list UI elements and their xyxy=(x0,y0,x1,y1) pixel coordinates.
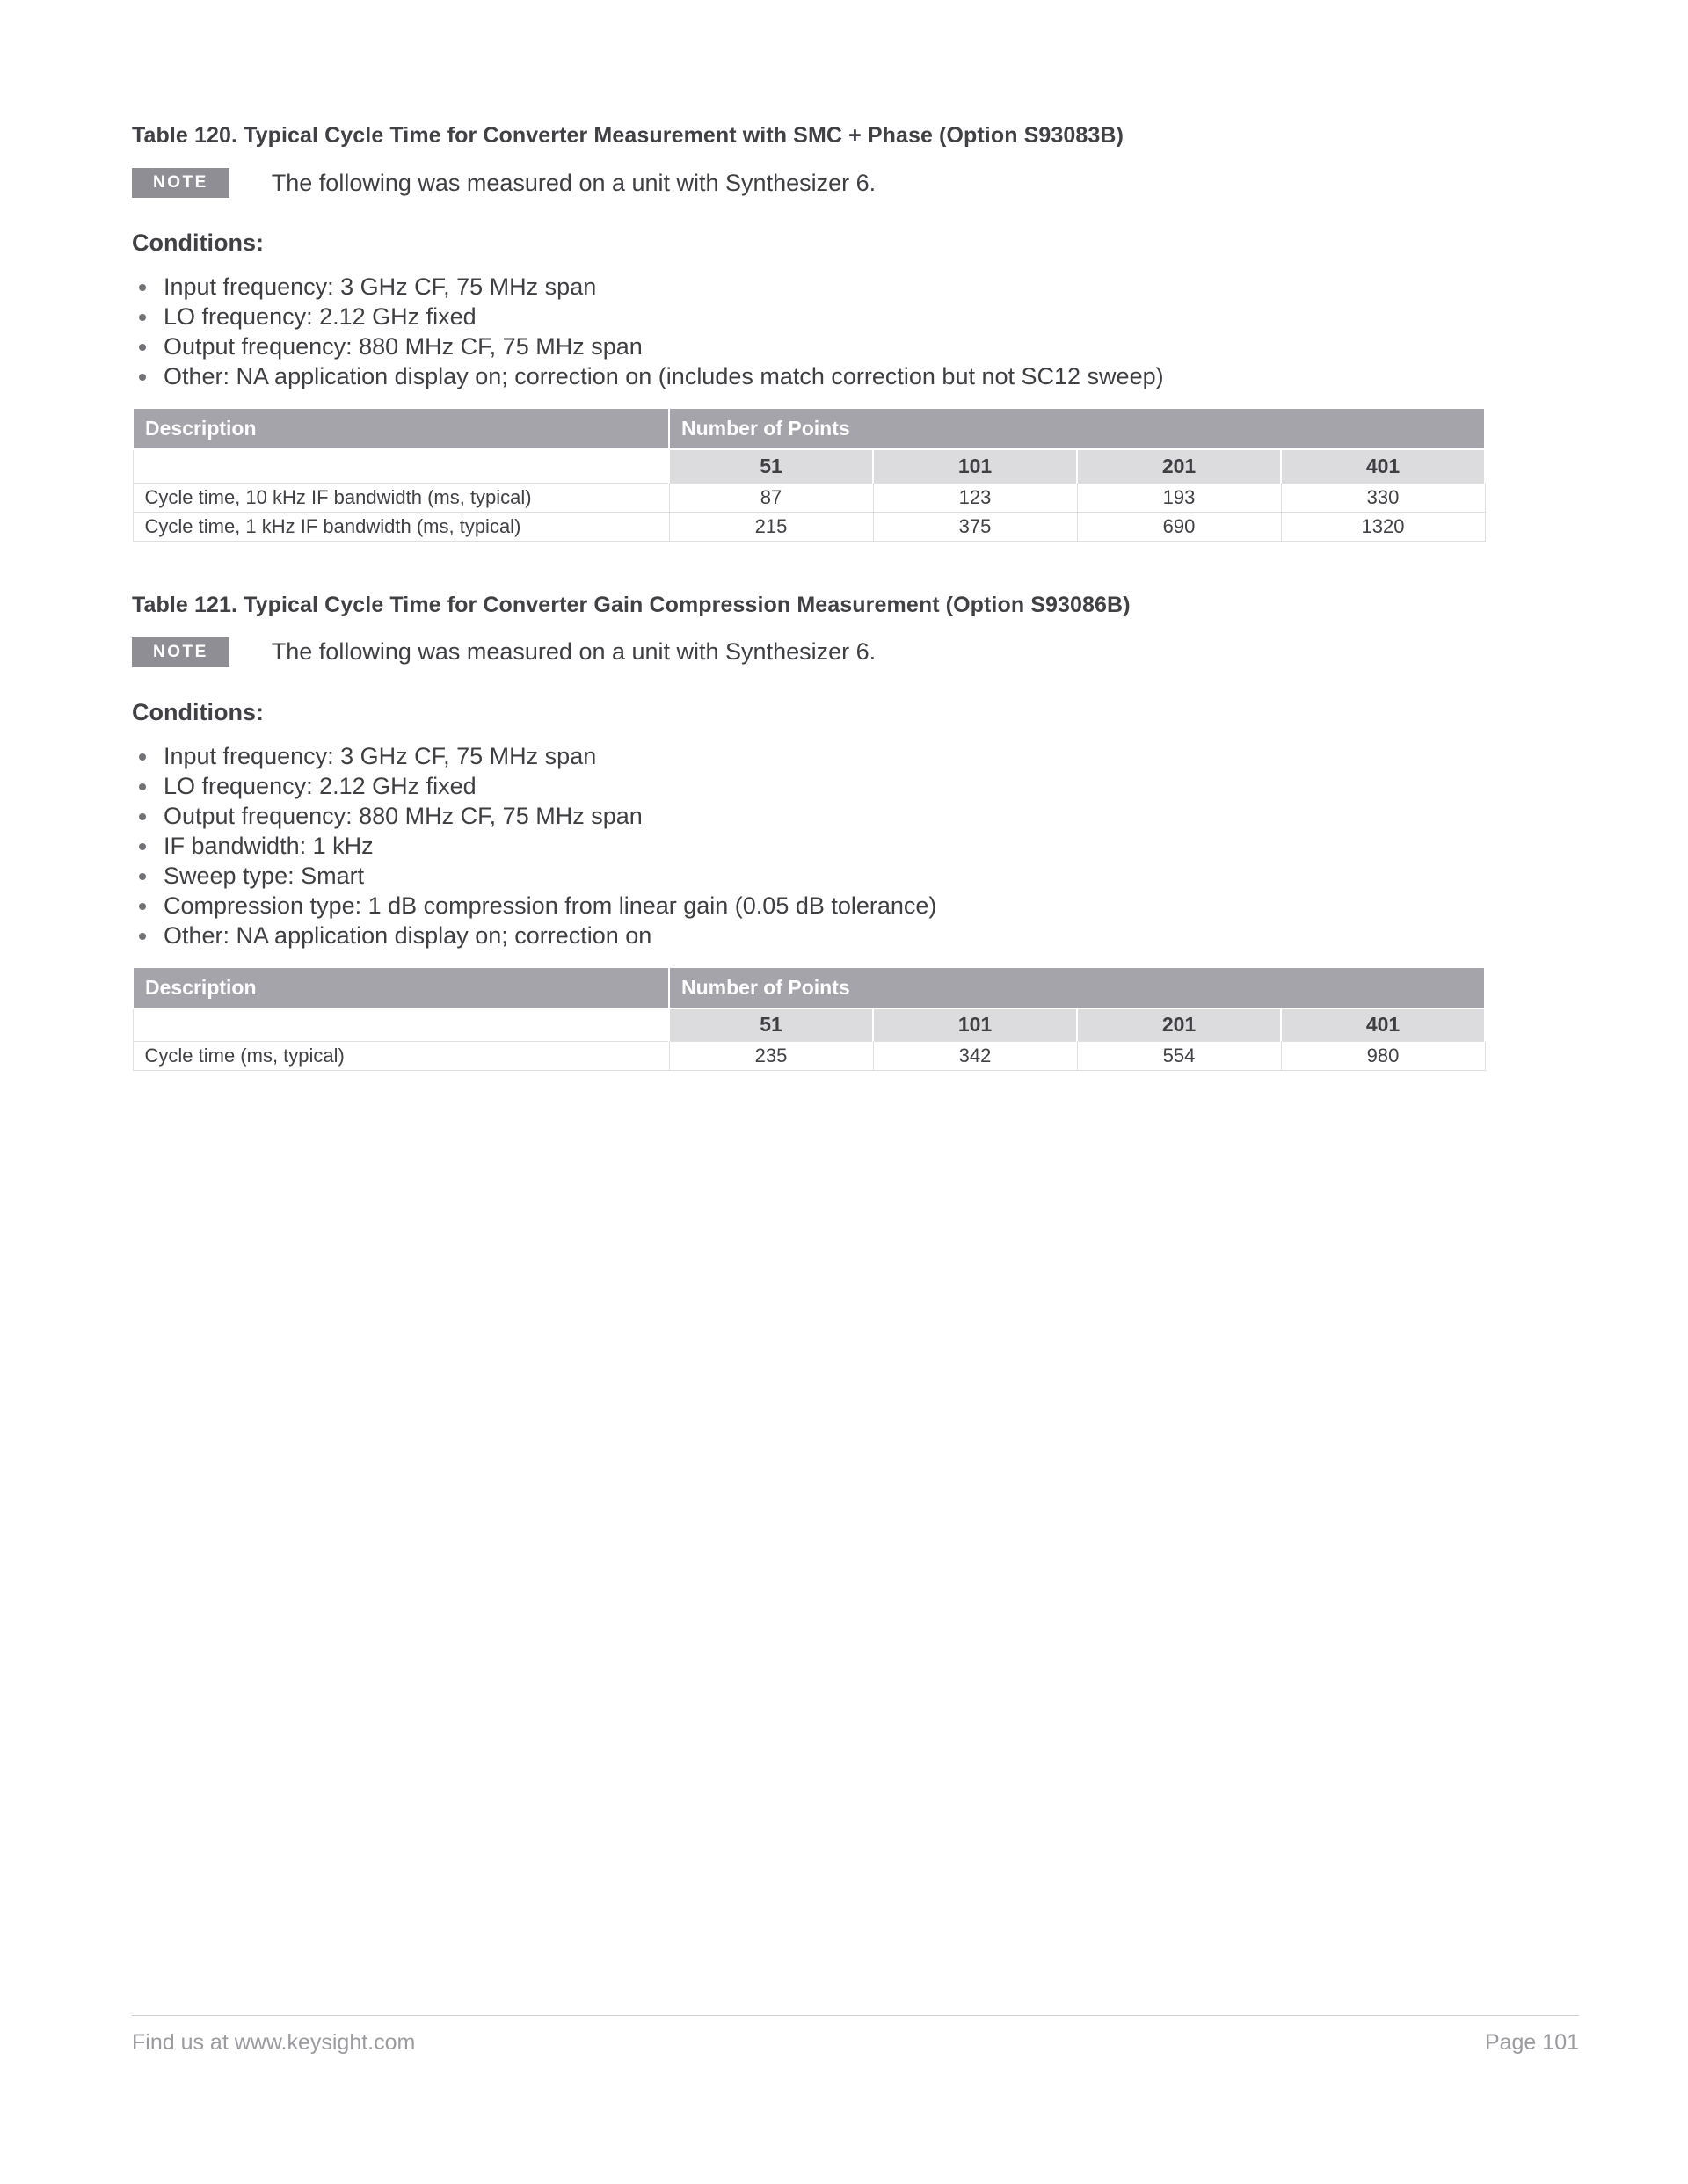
list-item xyxy=(132,362,1248,391)
section-table-120 xyxy=(132,123,1486,542)
bullet-icon xyxy=(139,374,146,381)
cycle-time-table-121 xyxy=(132,966,1486,1072)
page-number: Page 101 xyxy=(1484,2030,1579,2055)
cell-value: 215 xyxy=(669,512,873,541)
table-row xyxy=(133,512,1485,541)
list-item xyxy=(132,772,1248,801)
table-120-title: Table 120. Typical Cycle Time for Converter Measurement with SMC + Phase (Option S93083B) xyxy=(132,123,1124,148)
description-header: Description xyxy=(133,967,669,1008)
note-badge: NOTE xyxy=(132,637,229,667)
points-col-header: 51 xyxy=(669,1008,873,1042)
bullet-text: LO frequency: 2.12 GHz fixed xyxy=(164,772,477,799)
points-col-header: 401 xyxy=(1281,449,1485,483)
note-badge: NOTE xyxy=(132,168,229,198)
number-of-points-header: Number of Points xyxy=(669,408,1485,449)
bullet-text: Output frequency: 880 MHz CF, 75 MHz span xyxy=(164,333,643,360)
bullet-text: Other: NA application display on; correction on (includes match correction but not SC12 sweep) xyxy=(164,363,1164,389)
bullet-text: Input frequency: 3 GHz CF, 75 MHz span xyxy=(164,742,597,769)
cell-value: 235 xyxy=(669,1042,873,1071)
list-item xyxy=(132,832,1248,861)
note-callout xyxy=(132,637,1486,667)
row-label: Cycle time, 1 kHz IF bandwidth (ms, typical) xyxy=(133,512,669,541)
list-item xyxy=(132,302,1248,331)
description-header: Description xyxy=(133,408,669,449)
conditions-heading: Conditions: xyxy=(132,229,264,256)
bullet-icon xyxy=(139,783,146,790)
cell-value: 1320 xyxy=(1281,512,1485,541)
table-header-row xyxy=(133,408,1485,449)
list-item xyxy=(132,892,1248,921)
page-content xyxy=(132,123,1486,1071)
cell-value: 690 xyxy=(1077,512,1281,541)
bullet-icon xyxy=(139,753,146,761)
points-subheader-row xyxy=(133,449,1485,483)
table-row xyxy=(133,1042,1485,1071)
note-text: The following was measured on a unit with Synthesizer 6. xyxy=(271,638,877,665)
bullet-icon xyxy=(139,903,146,910)
cell-value: 87 xyxy=(669,483,873,512)
bullet-text: Output frequency: 880 MHz CF, 75 MHz span xyxy=(164,802,643,829)
list-item xyxy=(132,332,1248,361)
list-item xyxy=(132,742,1248,771)
cell-value: 330 xyxy=(1281,483,1485,512)
points-subheader-row xyxy=(133,1008,1485,1042)
conditions-heading: Conditions: xyxy=(132,698,264,725)
points-col-header: 101 xyxy=(873,449,1077,483)
note-text: The following was measured on a unit with Synthesizer 6. xyxy=(271,169,877,196)
row-label: Cycle time, 10 kHz IF bandwidth (ms, typical) xyxy=(133,483,669,512)
bullet-text: Compression type: 1 dB compression from linear gain (0.05 dB tolerance) xyxy=(164,892,937,919)
number-of-points-header: Number of Points xyxy=(669,967,1485,1008)
table-header-row xyxy=(133,967,1485,1008)
bullet-text: Other: NA application display on; correction on xyxy=(164,921,652,949)
points-col-header: 51 xyxy=(669,449,873,483)
bullet-icon xyxy=(139,843,146,850)
points-col-header: 101 xyxy=(873,1008,1077,1042)
section-table-121 xyxy=(132,593,1486,1072)
bullet-text: LO frequency: 2.12 GHz fixed xyxy=(164,303,477,330)
table-row xyxy=(133,483,1485,512)
bullet-icon xyxy=(139,933,146,940)
list-item xyxy=(132,921,1248,950)
bullet-icon xyxy=(139,344,146,351)
bullet-icon xyxy=(139,873,146,880)
row-label: Cycle time (ms, typical) xyxy=(133,1042,669,1071)
bullet-icon xyxy=(139,314,146,321)
conditions-list xyxy=(132,273,1248,391)
list-item xyxy=(132,273,1248,302)
cell-value: 554 xyxy=(1077,1042,1281,1071)
cell-value: 980 xyxy=(1281,1042,1485,1071)
bullet-text: IF bandwidth: 1 kHz xyxy=(164,832,374,859)
cell-value: 123 xyxy=(873,483,1077,512)
bullet-text: Input frequency: 3 GHz CF, 75 MHz span xyxy=(164,273,597,300)
bullet-icon xyxy=(139,813,146,820)
list-item xyxy=(132,862,1248,891)
table-121-title: Table 121. Typical Cycle Time for Converter Gain Compression Measurement (Option S93086B) xyxy=(132,592,1131,617)
conditions-list xyxy=(132,742,1248,950)
bullet-icon xyxy=(139,284,146,291)
points-col-header: 201 xyxy=(1077,449,1281,483)
footer-website-text: Find us at www.keysight.com xyxy=(132,2030,416,2055)
cell-value: 193 xyxy=(1077,483,1281,512)
points-col-header: 401 xyxy=(1281,1008,1485,1042)
cell-value: 342 xyxy=(873,1042,1077,1071)
list-item xyxy=(132,802,1248,831)
note-callout xyxy=(132,168,1486,198)
blank-cell xyxy=(133,1008,669,1042)
blank-cell xyxy=(133,449,669,483)
cycle-time-table-120 xyxy=(132,407,1486,542)
page-footer xyxy=(132,2015,1579,2056)
bullet-text: Sweep type: Smart xyxy=(164,862,365,889)
points-col-header: 201 xyxy=(1077,1008,1281,1042)
cell-value: 375 xyxy=(873,512,1077,541)
